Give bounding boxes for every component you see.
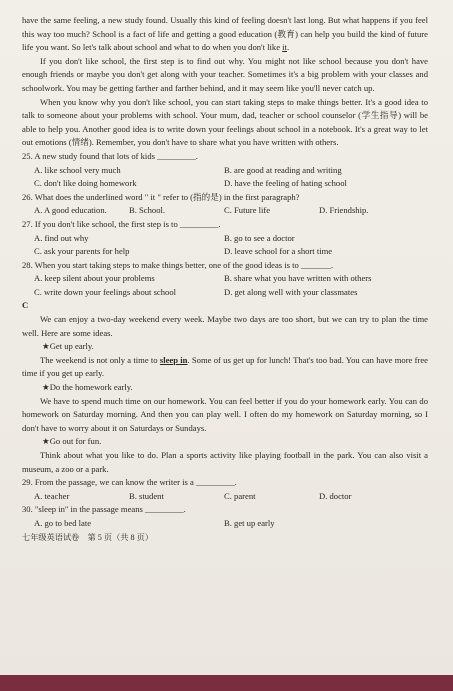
page-footer: 七年级英语试卷 第 5 页（共 8 页） [22, 532, 154, 542]
passage-b-para-3: When you know why you don't like school, you can start taking steps to make things better. It's a good idea to talk to someone about your problems with school. Your mum, dad, teacher or school counselor (学生指导) will be able to help you. Another good idea is to write down your feelings about school in a notebook. It's a great way to let out emotions (情绪). Remember, you don't have to share what you have written with others. [22, 96, 428, 148]
question-26-options [22, 204, 428, 218]
option-b[interactable]: B. get up early [224, 517, 275, 528]
option-c[interactable]: C. write down your feelings about school [34, 286, 177, 297]
option-c[interactable]: C. Future life [224, 205, 271, 216]
tip-heading-2: ★Do the homework early. [42, 382, 133, 393]
option-c[interactable]: C. ask your parents for help [34, 246, 130, 257]
option-b[interactable]: B. student [129, 490, 164, 501]
option-c[interactable]: C. don't like doing homework [34, 178, 137, 189]
option-a[interactable]: A. find out why [34, 232, 89, 243]
option-a[interactable]: A. keep silent about your problems [34, 273, 155, 284]
option-a[interactable]: A. A good education. [34, 205, 107, 216]
option-c[interactable]: C. parent [224, 490, 256, 501]
passage-b-para-2: If you don't like school, the first step is to find out why. You might not like school because you don't have enough friends or maybe you don't get along with your teacher. Sometimes it's a big problem with your classes and schoolwork. You may be getting farther and farther behind, and it may seem like you'll never catch up. [22, 55, 428, 93]
passage-c-intro: We can enjoy a two-day weekend every week. Maybe two days are too short, but we can try to plan the time well. Here are some ideas. [22, 314, 428, 338]
passage-c-tip-1: The weekend is not only a time to sleep in. Some of us get up for lunch! That's too bad. You can have more free time if you get up early. [22, 354, 428, 379]
question-25-options [22, 164, 428, 178]
option-d[interactable]: D. doctor [319, 490, 352, 501]
bottom-edge [0, 675, 453, 691]
option-b[interactable]: B. are good at reading and writing [224, 164, 342, 175]
question-29: 29. From the passage, we can know the writer is a _________. [22, 477, 237, 488]
option-d[interactable]: D. have the feeling of hating school [224, 178, 347, 189]
tip-heading-1: ★Get up early. [42, 341, 94, 352]
question-30: 30. "sleep in" in the passage means _________. [22, 504, 186, 515]
option-d[interactable]: D. get along well with your classmates [224, 286, 358, 297]
option-b[interactable]: B. School. [129, 205, 166, 216]
passage-c-tip-2: We have to spend much time on our homework. You can feel better if you do your homework early. You can do homework on Saturday morning. And then you can play well. I often do my homework on Saturday morning, so I don't have to worry about it on Saturdays or Sundays. [22, 395, 428, 433]
section-c-heading: C [22, 300, 29, 311]
option-d[interactable]: D. Friendship. [319, 205, 369, 216]
question-27: 27. If you don't like school, the first step is to _________. [22, 218, 221, 229]
option-b[interactable]: B. share what you have written with others [224, 273, 372, 284]
question-25: 25. A new study found that lots of kids _________. [22, 150, 198, 161]
option-a[interactable]: A. teacher [34, 490, 70, 501]
option-a[interactable]: A. go to bed late [34, 517, 92, 528]
question-26: 26. What does the underlined word " it " refer to (指的是) in the first paragraph? [22, 191, 300, 202]
passage-b-para-1: have the same feeling, a new study found. Usually this kind of feeling doesn't last long. But what happens if you feel this way too much? School is a fact of life and getting a good education (教育) can help you build the kind of future life you want. So let's talk about school and what to do when you don't like it. [22, 15, 428, 53]
option-a[interactable]: A. like school very much [34, 164, 121, 175]
passage-c-tip-3: Think about what you like to do. Plan a sports activity like playing football in the park. You can also visit a museum, a zoo or a park. [22, 450, 428, 474]
option-d[interactable]: D. leave school for a short time [224, 246, 333, 257]
question-28: 28. When you start taking steps to make things better, one of the good ideas is to _______. [22, 259, 334, 270]
page-content [22, 14, 428, 544]
option-b[interactable]: B. go to see a doctor [224, 232, 295, 243]
tip-heading-3: ★Go out for fun. [42, 436, 102, 447]
